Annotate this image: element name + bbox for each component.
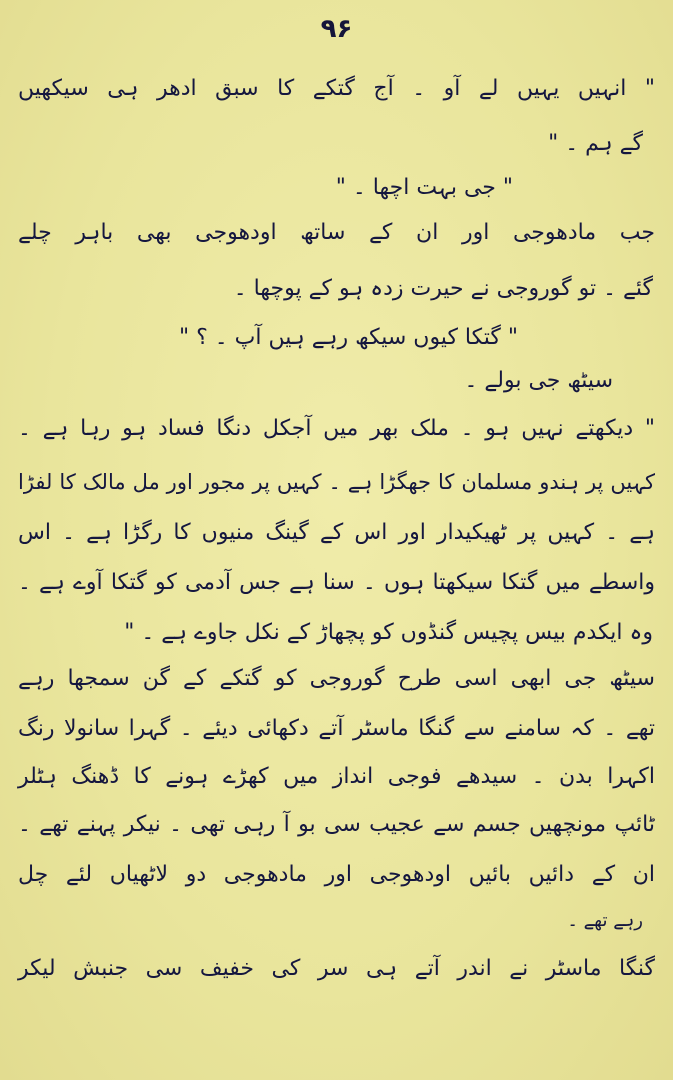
text-line: تھے ۔ کہ سامنے سے گنگا ماسٹر آتے دکھائی دیئے ۔ گہرا سانولا رنگ	[18, 716, 655, 741]
text-line: واسطے میں گتکا سیکھتا ہوں ۔ سنا ہے جس آدمی کو گتکا آوے ہے ۔	[18, 570, 655, 595]
text-line: گنگا ماسٹر نے اندر آتے ہی سر کی خفیف سی جنبش لیکر	[18, 956, 655, 981]
text-line: ہے ۔ کہیں پر ٹھیکیدار اور اس کے گینگ منیوں کا رگڑا ہے ۔ اس	[18, 520, 655, 545]
text-line: رہے تھے ۔	[567, 910, 643, 931]
text-line: " جی بہت اچھا ۔ "	[335, 175, 513, 200]
text-line: جب مادھوجی اور ان کے ساتھ اودھوجی بھی باہر چلے	[18, 220, 655, 245]
text-line: اکہرا بدن ۔ سیدھے فوجی انداز میں کھڑے ہونے کا ڈھنگ ہٹلر	[18, 764, 655, 789]
text-line: سیٹھ جی ابھی اسی طرح گوروجی کو گتکے کے گن سمجھا رہے	[18, 666, 655, 691]
text-line: " انہیں یہیں لے آو ۔ آج گتکے کا سبق ادھر ہی سیکھیں	[18, 76, 655, 101]
text-line: گے ہم ۔ "	[548, 131, 643, 156]
text-line: سیٹھ جی بولے ۔	[464, 368, 613, 393]
text-line: وہ ایکدم بیس پچیس گنڈوں کو پچھاڑ کے نکل جاوے ہے ۔ "	[124, 620, 653, 645]
page-number: ۹۶	[320, 14, 353, 44]
text-line: کہیں پر ہندو مسلمان کا جھگڑا ہے ۔ کہیں پر مجور اور مل مالک کا لفڑا	[18, 470, 655, 494]
text-line: گئے ۔ تو گوروجی نے حیرت زدہ ہو کے پوچھا ۔	[233, 276, 653, 301]
text-line: " دیکھتے نہیں ہو ۔ ملک بھر میں آجکل دنگا فساد ہو رہا ہے ۔	[18, 416, 655, 441]
text-line: ان کے دائیں بائیں اودھوجی اور مادھوجی دو لاٹھیاں لئے چل	[18, 862, 655, 887]
text-line: " گتکا کیوں سیکھ رہے ہیں آپ ۔ ؟ "	[179, 325, 518, 350]
text-line: ٹائپ مونچھیں جسم سے عجیب سی بو آ رہی تھی ۔ نیکر پہنے تھے ۔	[18, 812, 655, 837]
